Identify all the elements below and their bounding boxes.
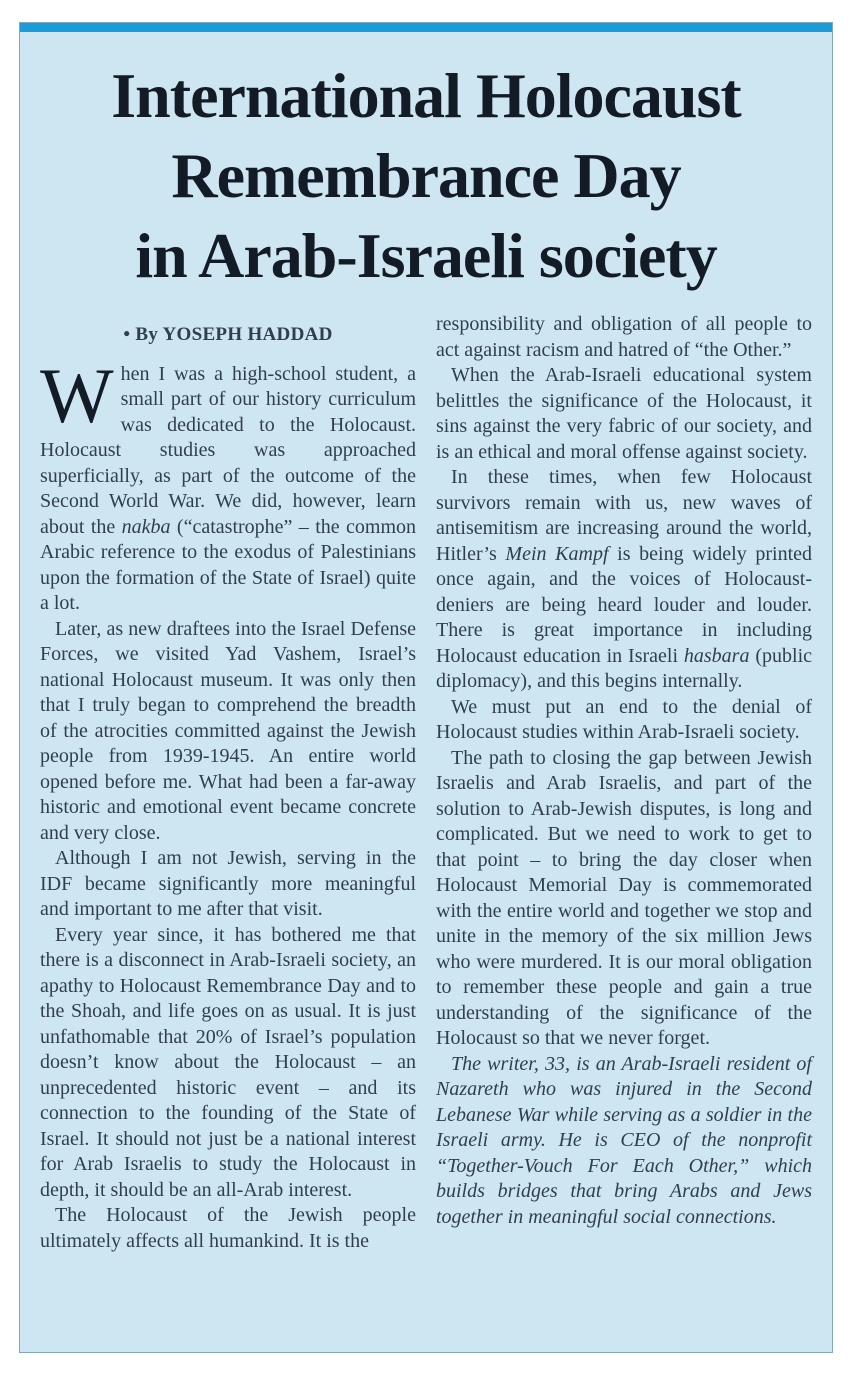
- headline-line: Remembrance Day: [171, 140, 681, 211]
- article-paragraph: responsibility and obligation of all people to act against racism and hatred of “the Other.”: [436, 313, 812, 361]
- column-left: [40, 312, 416, 1254]
- article-paragraph: We must put an end to the denial of Holocaust studies within Arab-Israeli society.: [436, 695, 812, 743]
- article-paragraph: In these times, when few Holocaust survivors remain with us, new waves of antisemitism are increasing around the world, Hitler’s Mein Kampf is being widely printed once again, and the voices of Holocaust-deniers are being heard louder and louder. There is great importance in including Holocaust education in Israeli hasbara (public diplomacy), and this begins internally.: [436, 466, 813, 692]
- article-headline: [28, 56, 824, 296]
- article-columns: [20, 296, 832, 1254]
- top-accent-bar: [20, 23, 832, 32]
- article-paragraph: Every year since, it has bothered me that there is a disconnect in Arab-Israeli society, an apathy to Holocaust Remembrance Day and to the Shoah, and life goes on as usual. It is just unfathomable that 20% of Israel’s population doesn’t know about the Holocaust – an unprecedented historic event – and its connection to the founding of the State of Israel. It should not just be a national interest for Arab Israelis to study the Holocaust in depth, it should be an all-Arab interest.: [40, 923, 416, 1201]
- article-panel: [19, 22, 833, 1353]
- headline-line: in Arab-Israeli society: [135, 220, 717, 291]
- article-paragraph: The writer, 33, is an Arab-Israeli resident of Nazareth who was injured in the Second Lebanese War while serving as a soldier in the Israeli army. He is CEO of the nonprofit “Together-Vouch For Each Other,” which builds bridges that bring Arabs and Jews together in meaningful social connections.: [436, 1052, 812, 1228]
- article-paragraph: Although I am not Jewish, serving in the IDF became significantly more meaningful and important to me after that visit.: [40, 847, 416, 920]
- article-paragraph: The path to closing the gap between Jewish Israelis and Arab Israelis, and part of the solution to Arab-Jewish disputes, is long and complicated. But we need to work to get to that point – to bring the day closer when Holocaust Memorial Day is commemorated with the entire world and together we stop and unite in the memory of the six million Jews who were murdered. It is our moral obligation to remember these people and gain a true understanding of the significance of the Holocaust so that we never forget.: [436, 746, 812, 1049]
- bullet-icon: •: [123, 324, 131, 345]
- column-right: [436, 312, 812, 1254]
- article-paragraph: The Holocaust of the Jewish people ultimately affects all humankind. It is the: [40, 1204, 416, 1252]
- headline-line: International Holocaust: [111, 60, 741, 131]
- byline-author: By YOSEPH HADDAD: [135, 324, 333, 345]
- article-paragraph: Later, as new draftees into the Israel Defense Forces, we visited Yad Vashem, Israel’s national Holocaust museum. It was only then that I truly began to comprehend the breadth of the atrocities committed against the Jewish people from 1939-1945. An entire world opened before me. What had been a far-away historic and emotional event became concrete and very close.: [40, 617, 416, 844]
- article-paragraph: When the Arab-Israeli educational system belittles the significance of the Holocaust, it sins against the very fabric of our society, and is an ethical and moral offense against society.: [436, 364, 812, 463]
- article-paragraph: When I was a high-school student, a small part of our history curriculum was dedicated to the Holocaust. Holocaust studies was approached superficially, as part of the outcome of the Second World War. We did, however, learn about the nakba (“catastrophe” – the common Arabic reference to the exodus of Palestinians upon the formation of the State of Israel) quite a lot.: [40, 351, 417, 614]
- byline: [40, 322, 416, 348]
- drop-cap: W: [40, 351, 114, 439]
